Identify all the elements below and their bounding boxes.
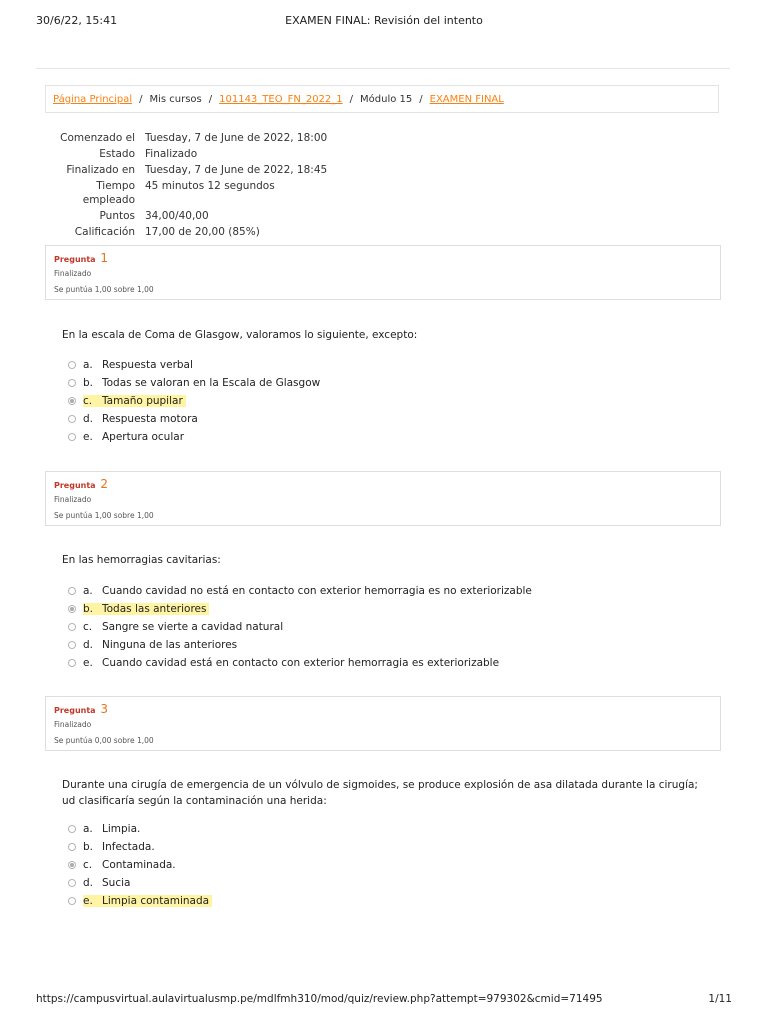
- summary-row-grade: [45, 225, 327, 239]
- breadcrumb-separator: /: [208, 94, 213, 105]
- radio-button[interactable]: [68, 843, 76, 851]
- answer-option[interactable]: [68, 374, 323, 392]
- breadcrumb-my-courses[interactable]: Mis cursos: [149, 94, 202, 105]
- answer-text: Contaminada.: [102, 859, 176, 871]
- answer-text: Ninguna de las anteriores: [102, 639, 238, 651]
- attempt-summary: [45, 131, 327, 241]
- breadcrumb-home-link[interactable]: Página Principal: [53, 94, 133, 105]
- answer-text: Infectada.: [102, 841, 155, 853]
- answer-letter: a.: [83, 823, 93, 835]
- question-number-value: 2: [100, 477, 109, 491]
- summary-value: Tuesday, 7 de June de 2022, 18:00: [145, 132, 328, 144]
- question-label: Pregunta: [54, 706, 96, 715]
- radio-button[interactable]: [68, 825, 76, 833]
- answer-text: Tamaño pupilar: [102, 395, 186, 407]
- radio-button[interactable]: [68, 659, 76, 667]
- answer-list-1: [68, 356, 323, 446]
- answer-letter: a.: [83, 359, 93, 371]
- answer-text: Sangre se vierte a cavidad natural: [102, 621, 284, 633]
- answer-letter: b.: [83, 377, 94, 389]
- summary-row-finished: [45, 163, 327, 177]
- question-text-2: En las hemorragias cavitarias:: [62, 554, 221, 566]
- answer-text: Sucia: [102, 877, 131, 889]
- answer-text: Limpia.: [102, 823, 141, 835]
- question-state: Finalizado: [54, 269, 92, 278]
- answer-option[interactable]: [68, 410, 323, 428]
- answer-option-selected[interactable]: [68, 392, 323, 410]
- page-number: 1/11: [708, 993, 732, 1005]
- answer-letter: c.: [83, 395, 102, 407]
- print-title: EXAMEN FINAL: Revisión del intento: [285, 14, 483, 27]
- question-number-value: 1: [100, 251, 109, 265]
- answer-text: Todas se valoran en la Escala de Glasgow: [102, 377, 321, 389]
- breadcrumb-separator: /: [349, 94, 354, 105]
- answer-letter: d.: [83, 877, 94, 889]
- answer-letter: c.: [83, 859, 93, 871]
- answer-option[interactable]: [68, 428, 323, 446]
- breadcrumb: [45, 85, 719, 113]
- question-number: [54, 702, 712, 716]
- answer-option[interactable]: [68, 874, 212, 892]
- answer-option[interactable]: [68, 356, 323, 374]
- summary-row-time: [45, 179, 327, 207]
- summary-label: Estado: [99, 148, 135, 160]
- question-text-3: Durante una cirugía de emergencia de un vólvulo de sigmoides, se produce explosión de asa dilatada durante la cirugía; ud clasificaría según la contaminación una herida:: [62, 779, 698, 807]
- question-label: Pregunta: [54, 255, 96, 264]
- radio-button[interactable]: [68, 433, 76, 441]
- radio-button[interactable]: [68, 641, 76, 649]
- breadcrumb-course-link[interactable]: 101143_TEO_FN_2022_1: [219, 94, 343, 105]
- answer-text: Limpia contaminada: [102, 895, 212, 907]
- answer-option[interactable]: [68, 618, 535, 636]
- summary-value: 45 minutos 12 segundos: [145, 180, 275, 192]
- answer-text: Respuesta motora: [102, 413, 198, 425]
- question-grade: Se puntúa 0,00 sobre 1,00: [54, 736, 154, 745]
- answer-letter: a.: [83, 585, 93, 597]
- question-number: [54, 251, 712, 265]
- summary-value: 17,00 de 20,00 (85%): [145, 226, 260, 238]
- radio-button[interactable]: [68, 897, 76, 905]
- radio-button[interactable]: [68, 587, 76, 595]
- question-info-1: [45, 245, 721, 300]
- radio-button[interactable]: [68, 379, 76, 387]
- breadcrumb-module: Módulo 15: [360, 94, 413, 105]
- answer-letter: b.: [83, 841, 94, 853]
- answer-text: Apertura ocular: [102, 431, 185, 443]
- summary-label: Comenzado el: [60, 132, 135, 144]
- summary-row-points: [45, 209, 327, 223]
- radio-button-checked[interactable]: [68, 397, 76, 405]
- answer-option-selected[interactable]: [68, 856, 212, 874]
- answer-list-2: [68, 582, 535, 672]
- summary-value: 34,00/40,00: [145, 210, 209, 222]
- radio-button[interactable]: [68, 415, 76, 423]
- summary-row-state: [45, 147, 327, 161]
- answer-letter: e.: [83, 895, 102, 907]
- question-text-1: En la escala de Coma de Glasgow, valoramos lo siguiente, excepto:: [62, 329, 418, 341]
- print-date: 30/6/22, 15:41: [36, 14, 118, 27]
- answer-option[interactable]: [68, 820, 212, 838]
- breadcrumb-separator: /: [419, 94, 423, 105]
- radio-button[interactable]: [68, 879, 76, 887]
- summary-label: Finalizado en: [66, 164, 135, 176]
- answer-option[interactable]: [68, 636, 535, 654]
- radio-button[interactable]: [68, 623, 76, 631]
- summary-label: Tiempo empleado: [82, 180, 135, 206]
- question-grade: Se puntúa 1,00 sobre 1,00: [54, 511, 154, 520]
- breadcrumb-exam-link[interactable]: EXAMEN FINAL: [429, 94, 504, 105]
- answer-text: Cuando cavidad no está en contacto con exterior hemorragia es no exteriorizable: [102, 585, 532, 597]
- question-number-value: 3: [100, 702, 109, 716]
- answer-option-correct[interactable]: [68, 892, 212, 910]
- question-state: Finalizado: [54, 495, 92, 504]
- radio-button-checked[interactable]: [68, 861, 76, 869]
- question-info-3: [45, 696, 721, 751]
- radio-button-checked[interactable]: [68, 605, 76, 613]
- answer-option[interactable]: [68, 582, 535, 600]
- answer-letter: d.: [83, 413, 94, 425]
- answer-option[interactable]: [68, 654, 535, 672]
- answer-option-selected[interactable]: [68, 600, 535, 618]
- question-number: [54, 477, 712, 491]
- answer-letter: d.: [83, 639, 94, 651]
- summary-value: Tuesday, 7 de June de 2022, 18:45: [145, 164, 328, 176]
- question-state: Finalizado: [54, 720, 92, 729]
- answer-letter: c.: [83, 621, 93, 633]
- answer-text: Cuando cavidad está en contacto con exterior hemorragia es exteriorizable: [102, 657, 500, 669]
- answer-letter: e.: [83, 657, 93, 669]
- question-info-2: [45, 471, 721, 526]
- answer-letter: b.: [83, 603, 102, 615]
- breadcrumb-separator: /: [139, 94, 143, 105]
- summary-label: Calificación: [74, 226, 135, 238]
- answer-letter: e.: [83, 431, 93, 443]
- page-url: https://campusvirtual.aulavirtualusmp.pe/mdlfmh310/mod/quiz/review.php?attempt=979302&cmid=71495: [36, 993, 603, 1005]
- answer-option[interactable]: [68, 838, 212, 856]
- summary-value: Finalizado: [145, 148, 198, 160]
- radio-button[interactable]: [68, 361, 76, 369]
- summary-row-started: [45, 131, 327, 145]
- summary-label: Puntos: [99, 210, 135, 222]
- header-divider: [36, 68, 730, 69]
- answer-text: Respuesta verbal: [102, 359, 193, 371]
- answer-list-3: [68, 820, 212, 910]
- question-label: Pregunta: [54, 481, 96, 490]
- question-grade: Se puntúa 1,00 sobre 1,00: [54, 285, 154, 294]
- answer-text: Todas las anteriores: [102, 603, 209, 615]
